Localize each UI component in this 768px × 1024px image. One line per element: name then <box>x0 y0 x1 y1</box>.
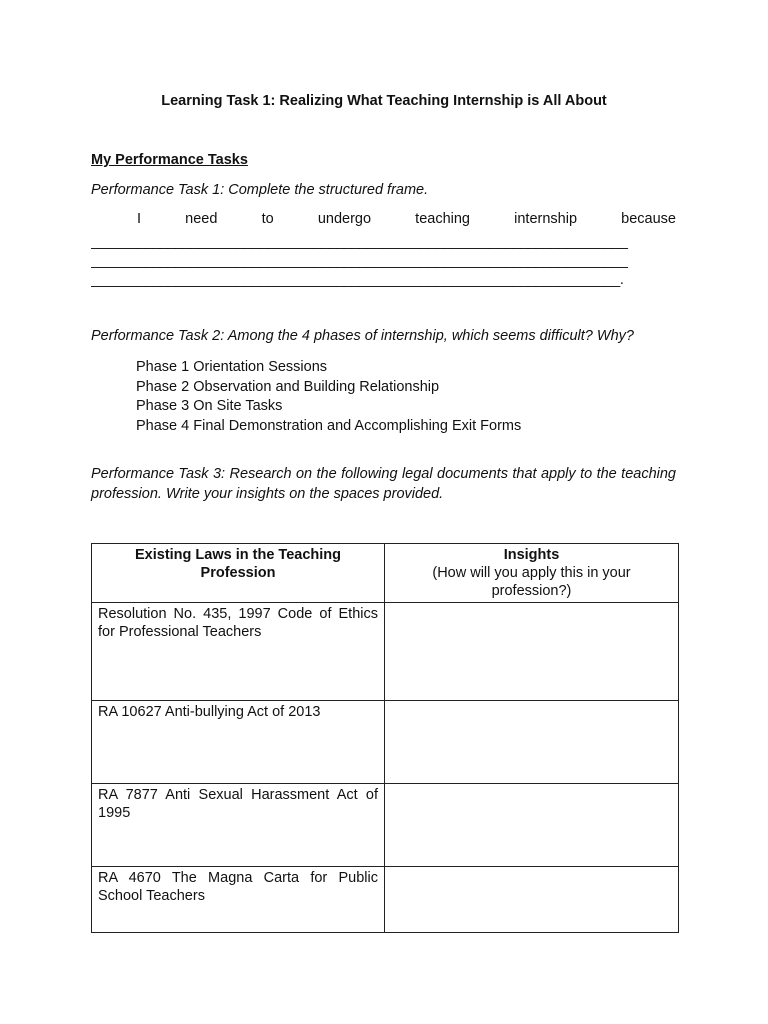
insight-cell[interactable] <box>385 701 679 784</box>
insight-cell[interactable] <box>385 603 679 701</box>
task3-prompt: Performance Task 3: Research on the following legal documents that apply to the teaching profession. Write your insights on the spaces provided. <box>91 466 676 502</box>
insight-cell[interactable] <box>385 867 679 933</box>
frame-word: undergo <box>317 211 372 227</box>
answer-blank-line[interactable]: ______________________________________________________________________ <box>91 234 628 250</box>
frame-word: to <box>261 211 274 227</box>
structured-frame <box>91 211 676 227</box>
law-cell: RA 4670 The Magna Carta for Public School Teachers <box>92 867 385 933</box>
laws-table <box>91 543 679 933</box>
frame-word: internship <box>514 211 578 227</box>
law-cell: RA 7877 Anti Sexual Harassment Act of 1995 <box>92 784 385 867</box>
table-row <box>92 603 679 701</box>
frame-word: need <box>185 211 218 227</box>
header-insights <box>385 544 679 603</box>
law-cell: Resolution No. 435, 1997 Code of Ethics for Professional Teachers <box>92 603 385 701</box>
page-title: Learning Task 1: Realizing What Teaching Internship is All About <box>161 93 607 109</box>
header-insights-subtitle: (How will you apply this in your profession?) <box>432 565 631 599</box>
task2-prompt: Performance Task 2: Among the 4 phases of internship, which seems difficult? Why? <box>91 328 634 344</box>
frame-word: because <box>621 211 676 227</box>
table-row <box>92 701 679 784</box>
phase-item: Phase 1 Orientation Sessions <box>136 359 328 375</box>
table-row <box>92 784 679 867</box>
task1-prompt: Performance Task 1: Complete the structured frame. <box>91 182 429 198</box>
table-row <box>92 867 679 933</box>
phase-list <box>136 358 521 436</box>
header-insights-title: Insights <box>503 547 560 563</box>
frame-word: teaching <box>415 211 470 227</box>
phase-item: Phase 4 Final Demonstration and Accomplishing Exit Forms <box>136 417 522 434</box>
section-heading: My Performance Tasks <box>91 152 248 168</box>
table-header-row <box>92 544 679 603</box>
phase-item: Phase 3 On Site Tasks <box>136 398 283 414</box>
law-cell: RA 10627 Anti-bullying Act of 2013 <box>92 701 385 784</box>
header-laws: Existing Laws in the Teaching Profession <box>92 544 385 603</box>
answer-blank-line[interactable]: _____________________________________________________________________. <box>91 272 624 288</box>
phase-item: Phase 2 Observation and Building Relationship <box>136 378 440 395</box>
frame-word: I <box>137 211 142 227</box>
insight-cell[interactable] <box>385 784 679 867</box>
answer-blank-line[interactable]: ______________________________________________________________________ <box>91 253 628 269</box>
